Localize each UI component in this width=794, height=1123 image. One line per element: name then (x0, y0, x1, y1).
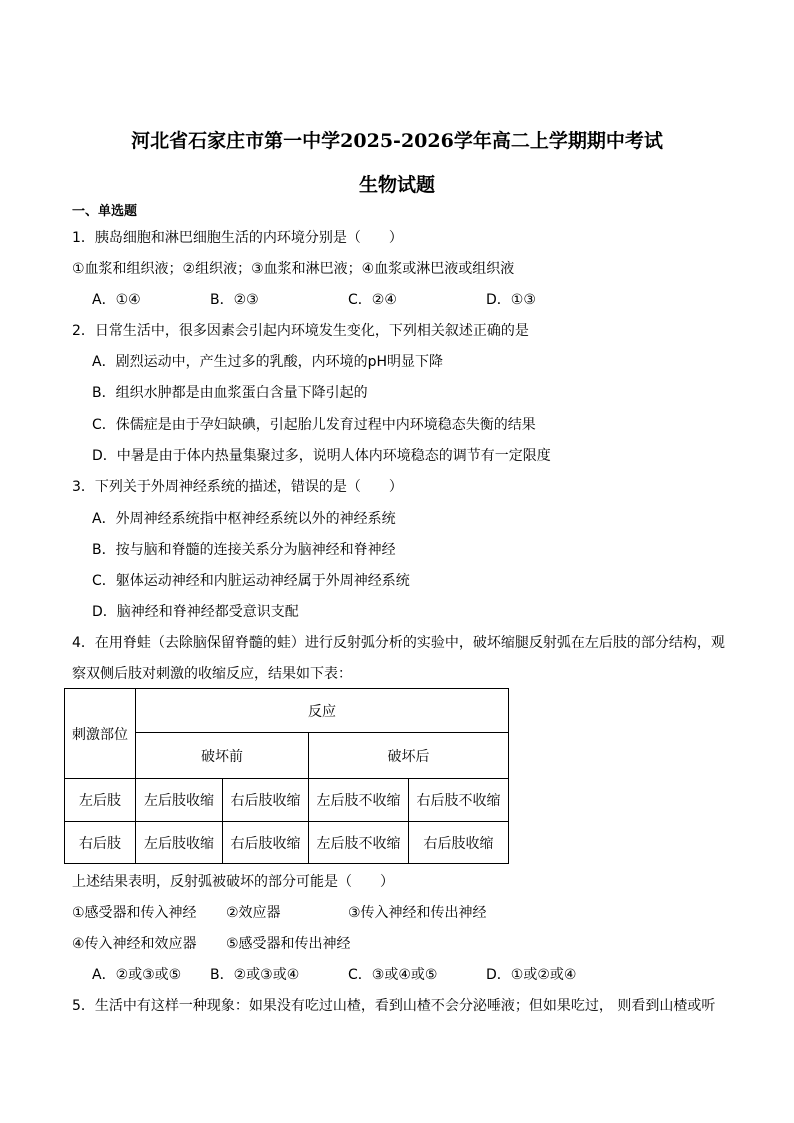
table-row (65, 779, 509, 822)
q4-item-2: ②效应器 (226, 905, 281, 921)
q1-option-d: D．①③ (486, 292, 536, 308)
table-cell: 左后肢不收缩 (309, 779, 409, 822)
table-cell: 左后肢收缩 (136, 779, 223, 822)
q2-option-b: B．组织水肿都是由血浆蛋白含量下降引起的 (92, 385, 368, 401)
q4-option-a: A．②或③或⑤ (92, 967, 182, 983)
header-before: 破坏前 (136, 733, 309, 779)
q4-option-b: B．②或③或④ (210, 967, 300, 983)
q2-option-c: C．侏儒症是由于孕妇缺碘，引起胎儿发育过程中内环境稳态失衡的结果 (92, 417, 536, 433)
q4-stem-line1: 4．在用脊蛙（去除脑保留脊髓的蛙）进行反射弧分析的实验中，破坏缩腿反射弧在左后肢的部分结构，观 (72, 635, 725, 651)
q1-option-a: A．①④ (92, 292, 141, 308)
table-cell: 左后肢不收缩 (309, 822, 409, 864)
q2-option-d: D．中暑是由于体内热量集聚过多，说明人体内环境稳态的调节有一定限度 (92, 448, 551, 464)
table-cell: 右后肢 (65, 822, 136, 864)
header-stimulus-site: 刺激部位 (65, 689, 136, 779)
q1-stem: 1．胰岛细胞和淋巴细胞生活的内环境分别是（ ） (72, 230, 403, 246)
header-response: 反应 (136, 689, 509, 733)
q4-item-3: ③传入神经和传出神经 (348, 905, 487, 921)
q4-item-5: ⑤感受器和传出神经 (226, 936, 351, 952)
q4-stem-line2: 察双侧后肢对刺激的收缩反应，结果如下表： (72, 666, 352, 682)
table-cell: 右后肢不收缩 (409, 779, 509, 822)
q4-item-4: ④传入神经和效应器 (72, 936, 197, 952)
q1-items: ①血浆和组织液；②组织液；③血浆和淋巴液；④血浆或淋巴液或组织液 (72, 261, 515, 277)
table-cell: 左后肢 (65, 779, 136, 822)
header-after: 破坏后 (309, 733, 509, 779)
q4-option-c: C．③或④或⑤ (348, 967, 438, 983)
table-cell: 右后肢收缩 (223, 779, 309, 822)
table-cell: 右后肢收缩 (409, 822, 509, 864)
table-cell: 右后肢收缩 (223, 822, 309, 864)
q3-option-b: B．按与脑和脊髓的连接关系分为脑神经和脊神经 (92, 542, 396, 558)
q5-stem: 5．生活中有这样一种现象：如果没有吃过山楂，看到山楂不会分泌唾液；但如果吃过， 则看到山楂或听 (72, 998, 716, 1014)
exam-subtitle: 生物试题 (358, 174, 435, 196)
q2-option-a: A．剧烈运动中，产生过多的乳酸，内环境的pH明显下降 (92, 354, 443, 370)
exam-title: 河北省石家庄市第一中学2025-2026学年高二上学期期中考试 (131, 130, 663, 152)
results-table (64, 688, 509, 864)
q1-option-b: B．②③ (210, 292, 259, 308)
q3-stem: 3．下列关于外周神经系统的描述，错误的是（ ） (72, 479, 403, 495)
q3-option-c: C．躯体运动神经和内脏运动神经属于外周神经系统 (92, 573, 410, 589)
q3-option-a: A．外周神经系统指中枢神经系统以外的神经系统 (92, 511, 396, 527)
q3-option-d: D．脑神经和脊神经都受意识支配 (92, 604, 299, 620)
q2-stem: 2．日常生活中，很多因素会引起内环境发生变化，下列相关叙述正确的是 (72, 323, 529, 339)
q4-option-d: D．①或②或④ (486, 967, 577, 983)
table-row (65, 822, 509, 864)
section-heading: 一、单选题 (72, 204, 138, 219)
q4-after-table: 上述结果表明，反射弧被破坏的部分可能是（ ） (72, 874, 394, 890)
q4-item-1: ①感受器和传入神经 (72, 905, 197, 921)
q1-option-c: C．②④ (348, 292, 397, 308)
table-cell: 左后肢收缩 (136, 822, 223, 864)
